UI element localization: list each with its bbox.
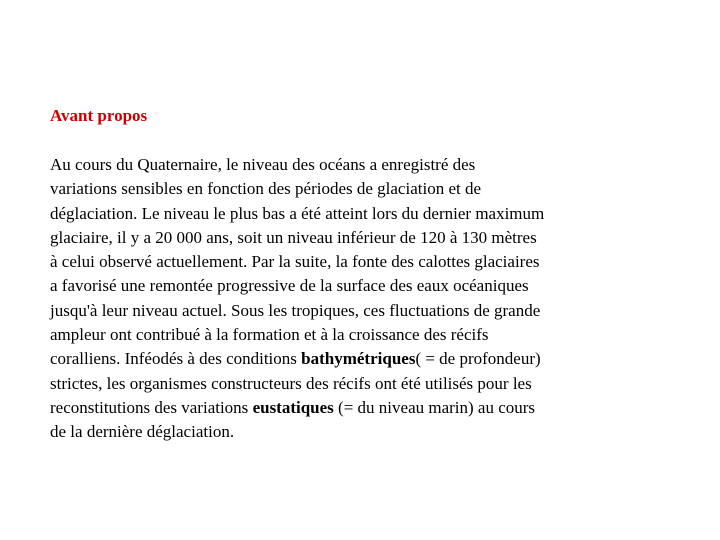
paragraph-line: a favorisé une remontée progressive de la surface des eaux océaniques: [50, 276, 529, 296]
paragraph-line: ampleur ont contribué à la formation et à la croissance des récifs: [50, 325, 489, 345]
paragraph-line: glaciaire, il y a 20 000 ans, soit un niveau inférieur de 120 à 130 mètres: [50, 227, 537, 247]
line-text: reconstitutions des variations: [50, 397, 253, 417]
paragraph-line: à celui observé actuellement. Par la suite, la fonte des calottes glaciaires: [50, 252, 540, 272]
paragraph-line: jusqu'à leur niveau actuel. Sous les tropiques, ces fluctuations de grande: [50, 300, 541, 320]
body-paragraph: [50, 153, 650, 445]
page-title: Avant propos: [50, 106, 148, 125]
line-text: coralliens. Inféodés à des conditions: [50, 349, 302, 369]
line-text: ( = de profondeur): [415, 349, 541, 369]
paragraph-line: [50, 347, 650, 371]
paragraph-line: variations sensibles en fonction des périodes de glaciation et de: [50, 179, 482, 199]
paragraph-line: [50, 396, 650, 420]
line-text: (= du niveau marin) au cours: [333, 397, 536, 417]
paragraph-line: strictes, les organismes constructeurs des récifs ont été utilisés pour les: [50, 373, 532, 393]
paragraph-line: déglaciation. Le niveau le plus bas a été atteint lors du dernier maximum: [50, 203, 545, 223]
paragraph-line: Au cours du Quaternaire, le niveau des océans a enregistré des: [50, 155, 476, 174]
paragraph-line: de la dernière déglaciation.: [50, 422, 235, 442]
bold-term-bathymetriques: bathymétriques: [301, 349, 416, 369]
bold-term-eustatiques: eustatiques: [252, 397, 334, 417]
